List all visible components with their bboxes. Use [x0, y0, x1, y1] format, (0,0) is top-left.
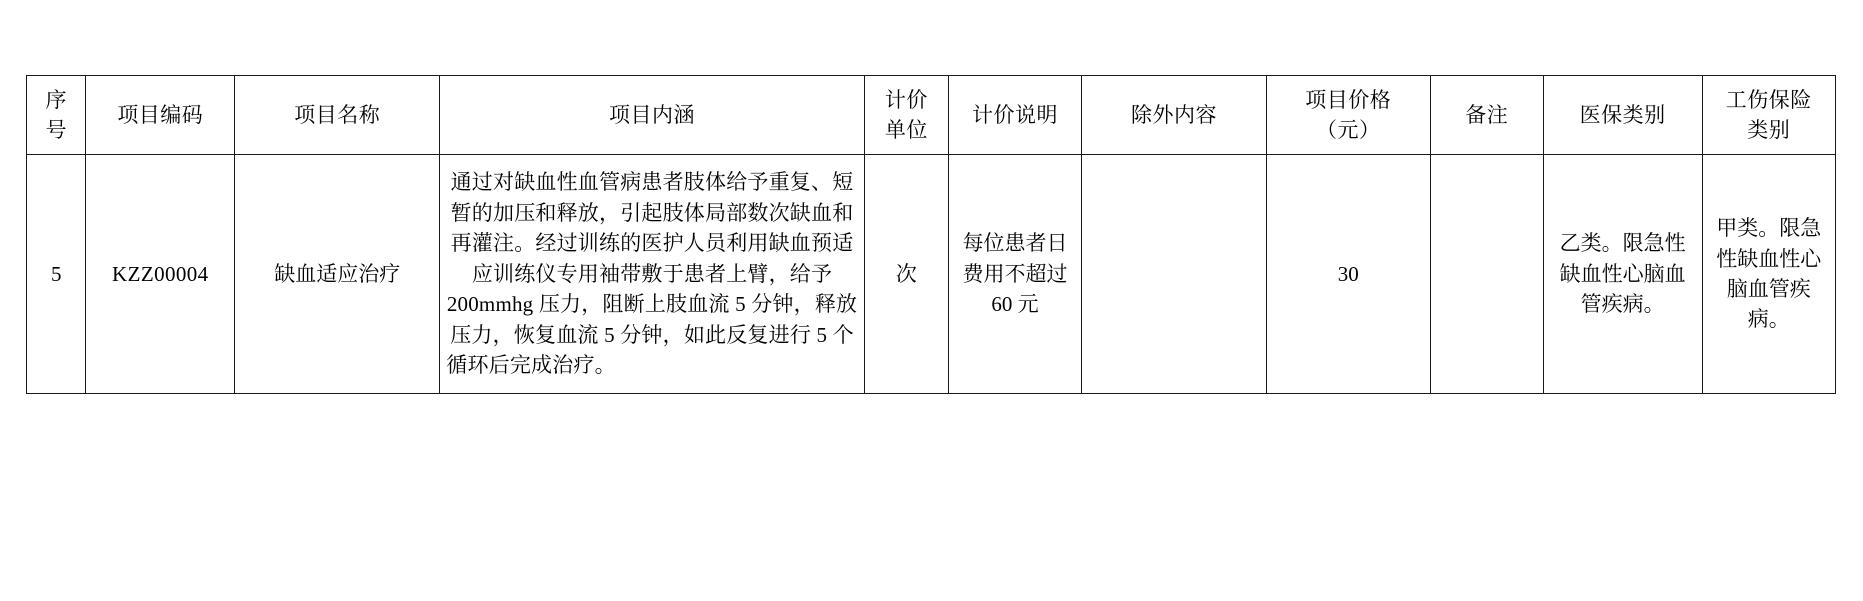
table-row: [27, 155, 1836, 394]
column-header-price-line2: （元）: [1316, 118, 1381, 142]
column-header-seq-line1: 序: [45, 87, 67, 112]
column-header-seq-line2: 号: [45, 118, 67, 142]
column-header-seq: [27, 76, 86, 155]
column-header-work-injury-line1: 工伤保险: [1725, 87, 1812, 112]
column-header-desc: 计价说明: [948, 76, 1081, 155]
column-header-remark: 备注: [1430, 76, 1543, 155]
cell-desc: 每位患者日费用不超过 60 元: [948, 155, 1081, 394]
column-header-price: [1266, 76, 1430, 155]
table-body: [27, 155, 1836, 394]
price-table-container: [26, 75, 1836, 394]
column-header-code: 项目编码: [86, 76, 235, 155]
column-header-content: 项目内涵: [440, 76, 865, 155]
cell-price: 30: [1266, 155, 1430, 394]
column-header-work-injury-line2: 类别: [1747, 118, 1791, 142]
cell-work-injury: 甲类。限急性缺血性心脑血管疾病。: [1702, 155, 1835, 394]
table-header-row: [27, 76, 1836, 155]
column-header-unit: [864, 76, 948, 155]
cell-unit: 次: [864, 155, 948, 394]
column-header-name: 项目名称: [235, 76, 440, 155]
column-header-exclude: 除外内容: [1082, 76, 1267, 155]
cell-content: 通过对缺血性血管病患者肢体给予重复、短暂的加压和释放，引起肢体局部数次缺血和再灌注。经过训练的医护人员利用缺血预适应训练仪专用袖带敷于患者上臂，给予 200mmhg 压力，阻断上肢血流 5 分钟，释放压力，恢复血流 5 分钟，如此反复进行 5 个循环后完成治疗。: [440, 155, 865, 394]
cell-seq: 5: [27, 155, 86, 394]
table-header: [27, 76, 1836, 155]
column-header-work-injury: [1702, 76, 1835, 155]
price-table: [26, 75, 1836, 394]
cell-code: KZZ00004: [86, 155, 235, 394]
cell-name: 缺血适应治疗: [235, 155, 440, 394]
column-header-price-line1: 项目价格: [1305, 87, 1392, 112]
column-header-unit-line2: 单位: [884, 118, 928, 142]
cell-remark: [1430, 155, 1543, 394]
cell-exclude: [1082, 155, 1267, 394]
column-header-unit-line1: 计价: [884, 87, 928, 112]
column-header-insurance: 医保类别: [1543, 76, 1702, 155]
cell-insurance: 乙类。限急性缺血性心脑血管疾病。: [1543, 155, 1702, 394]
